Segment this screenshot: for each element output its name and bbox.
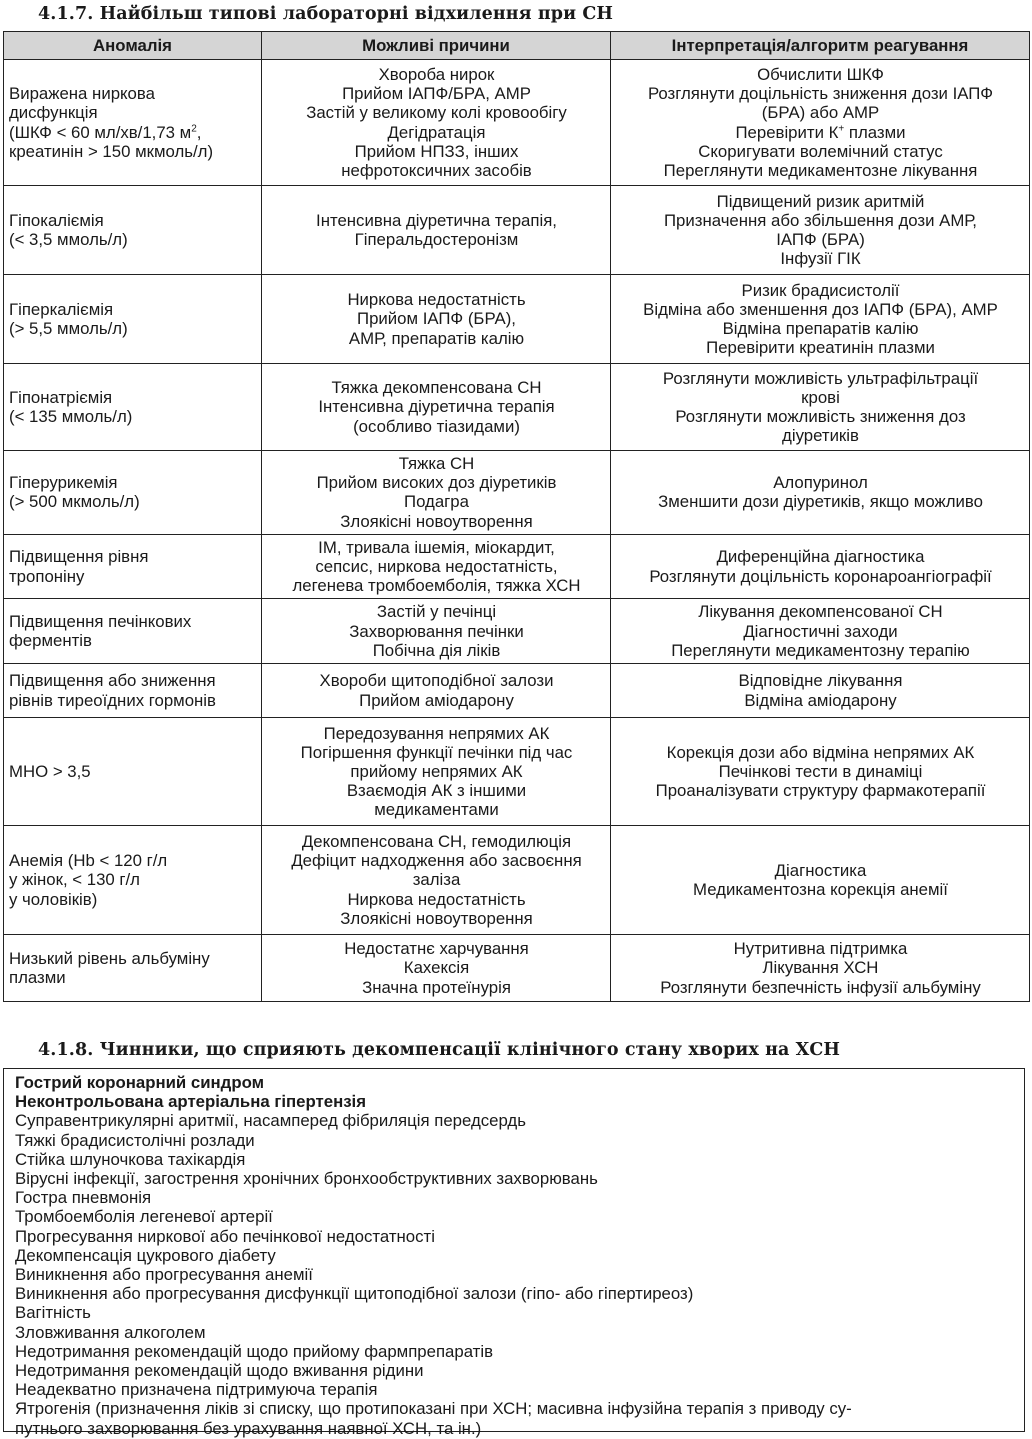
anomaly-cell [4, 826, 262, 935]
anomaly-line: (> 500 мкмоль/л) [9, 492, 140, 512]
cause-line: Застій у великому колі кровообігу [306, 103, 567, 123]
causes-cell [262, 599, 611, 664]
anomaly-line: Анемія (Hb < 120 г/л [9, 851, 168, 871]
cause-line: Прийом аміодарону [359, 690, 514, 710]
causes-cell [262, 60, 611, 186]
action-line: Розглянути доцільність зниження дози ІАПФ [647, 84, 994, 104]
cause-line: медикаментами [374, 800, 499, 820]
cause-line: Взаємодія АК з іншими [346, 781, 527, 801]
cause-line: Передозування непрямих АК [323, 723, 550, 743]
cause-line: Прийом ІАПФ (БРА), [357, 309, 516, 329]
cause-line: Ниркова недостатність [347, 889, 526, 909]
causes-cell [262, 826, 611, 935]
action-line: Розглянути доцільність коронароангіографії [649, 566, 992, 586]
action-line: Розглянути можливість зниження доз [675, 407, 966, 426]
cause-line: Захворювання печінки [349, 621, 524, 641]
actions-cell [611, 826, 1030, 935]
cause-line: Застій у печінці [376, 602, 497, 622]
table-row [4, 60, 1030, 186]
action-line: Діагностичні заходи [743, 621, 898, 641]
actions-cell [611, 275, 1030, 364]
cause-line: (особливо тіазидами) [353, 416, 520, 436]
anomaly-line: (< 135 ммоль/л) [9, 407, 133, 426]
factor-item: Недотримання рекомендацій щодо прийому фармпрепаратів [15, 1341, 494, 1361]
column-header-anomaly: Аномалія [4, 32, 262, 60]
action-line: Ризик брадисистолії [741, 280, 900, 300]
table-header-row [4, 32, 1030, 60]
cause-line: Тяжка декомпенсована СН [331, 378, 542, 398]
actions-cell [611, 186, 1030, 275]
action-line: Відміна аміодарону [744, 690, 897, 710]
anomaly-cell [4, 599, 262, 664]
action-line: Інфузії ГІК [780, 249, 861, 269]
anomaly-line: Підвищення рівня [9, 547, 149, 567]
actions-cell [611, 60, 1030, 186]
anomaly-line: тропоніну [9, 566, 85, 586]
factor-item: Декомпенсація цукрового діабету [15, 1245, 276, 1265]
cause-line: Злоякісні новоутворення [340, 908, 533, 928]
cause-line: Побічна дія ліків [372, 640, 501, 660]
table-row [4, 599, 1030, 664]
cause-line: Недостатнє харчування [344, 939, 529, 959]
action-line: Зменшити дози діуретиків, якщо можливо [658, 492, 983, 512]
causes-cell [262, 935, 611, 1002]
action-line: ІАПФ (БРА) [776, 230, 865, 249]
factor-item: Гостра пневмонія [15, 1188, 152, 1208]
factor-item: Прогресування ниркової або печінкової недостатності [15, 1226, 435, 1246]
factor-item: Стійка шлуночкова тахікардія [15, 1149, 246, 1169]
cause-line: Прийом ІАПФ/БРА, АМР [342, 84, 531, 104]
action-line: Розглянути можливість ультрафільтрації [662, 368, 979, 388]
action-line: Переглянути медикаментозне лікування [663, 160, 978, 180]
factor-item: Виникнення або прогресування дисфункції щитоподібної залози (гіпо- або гіпертиреоз) [15, 1284, 694, 1304]
factor-item: Тяжкі брадисистолічні розлади [15, 1130, 255, 1150]
anomaly-cell [4, 664, 262, 718]
anomaly-line: креатинін > 150 мкмоль/л) [9, 141, 214, 161]
cause-line: Інтенсивна діуретична терапія [318, 397, 555, 417]
factor-item: Тромбоемболія легеневої артерії [15, 1207, 273, 1227]
anomaly-line: Гіпокаліємія [9, 210, 104, 230]
action-line: Лікування декомпенсованої СН [698, 602, 943, 622]
anomaly-line: Гіпонатріємія [9, 387, 113, 407]
lab-abnormalities-table [3, 31, 1030, 1002]
actions-cell [611, 364, 1030, 451]
anomaly-cell [4, 451, 262, 535]
actions-cell [611, 451, 1030, 535]
table-row [4, 534, 1030, 599]
action-line: Медикаментозна корекція анемії [693, 880, 948, 900]
cause-line: Прийом високих доз діуретиків [316, 473, 557, 493]
anomaly-cell [4, 718, 262, 826]
anomaly-line: Підвищення печінкових [9, 612, 192, 632]
anomaly-cell [4, 60, 262, 186]
action-line: Скоригувати волемічний статус [698, 141, 943, 161]
causes-cell [262, 451, 611, 535]
action-line: діуретиків [782, 426, 859, 446]
anomaly-line: (> 5,5 ммоль/л) [9, 319, 128, 338]
cause-line: легенева тромбоемболія, тяжка ХСН [292, 576, 581, 596]
table-row [4, 935, 1030, 1002]
cause-line: Тяжка СН [398, 454, 475, 473]
table-row [4, 186, 1030, 275]
actions-cell [611, 599, 1030, 664]
factor-item: Гострий коронарний синдром [15, 1073, 265, 1092]
anomaly-cell [4, 534, 262, 599]
table-row [4, 826, 1030, 935]
actions-cell [611, 935, 1030, 1002]
factor-item: Ятрогенія (призначення ліків зі списку, що протипоказані при ХСН; масивна інфузійна терапія з приводу су- [15, 1399, 852, 1419]
actions-cell [611, 534, 1030, 599]
cause-line: Дегідратація [387, 122, 486, 142]
action-line: Перевірити креатинін плазми [706, 338, 935, 358]
table-row [4, 364, 1030, 451]
anomaly-cell [4, 364, 262, 451]
causes-cell [262, 275, 611, 364]
action-line: Алопуринол [773, 473, 868, 493]
anomaly-line: Підвищення або зниження [9, 671, 216, 691]
cause-line: Декомпенсована СН, гемодилюція [301, 832, 572, 852]
factor-item: Вагітність [15, 1303, 91, 1323]
factor-item: Неадекватно призначена підтримуюча терапія [15, 1380, 378, 1400]
cause-line: заліза [412, 870, 461, 890]
action-line: Обчислити ШКФ [757, 64, 884, 84]
cause-line: Гіперальдостеронізм [354, 230, 519, 249]
actions-cell [611, 664, 1030, 718]
anomaly-cell [4, 275, 262, 364]
action-line: (БРА) або АМР [761, 103, 880, 123]
causes-cell [262, 534, 611, 599]
anomaly-line: МНО > 3,5 [9, 761, 91, 781]
anomaly-line: Гіперкаліємія [9, 299, 114, 319]
table-row [4, 275, 1030, 364]
factor-item: Недотримання рекомендацій щодо вживання рідини [15, 1361, 424, 1381]
action-line: Диференційна діагностика [716, 547, 925, 567]
cause-line: Значна протеїнурія [362, 977, 511, 997]
cause-line: Кахексія [403, 958, 470, 978]
anomaly-line: ферментів [9, 631, 92, 651]
table-row [4, 451, 1030, 535]
column-header-causes: Можливі причини [262, 32, 611, 60]
action-line: Лікування ХСН [762, 958, 879, 978]
action-line: Корекція дози або відміна непрямих АК [666, 742, 975, 762]
factor-item: Неконтрольована артеріальна гіпертензія [15, 1092, 367, 1112]
cause-line: Інтенсивна діуретична терапія, [316, 210, 557, 230]
causes-cell [262, 186, 611, 275]
factor-item: Вірусні інфекції, загострення хронічних бронхообструктивних захворювань [15, 1169, 598, 1189]
cause-line: Дефіцит надходження або засвоєння [291, 851, 582, 871]
causes-cell [262, 664, 611, 718]
cause-line: сепсис, ниркова недостатність, [315, 557, 558, 577]
cause-line: Погіршення функції печінки під час [300, 742, 573, 762]
anomaly-cell [4, 935, 262, 1002]
anomaly-cell [4, 186, 262, 275]
action-line: Проаналізувати структуру фармакотерапії [655, 781, 986, 801]
cause-line: ІМ, тривала ішемія, міокардит, [318, 537, 555, 557]
anomaly-line: у жінок, < 130 г/л [9, 870, 140, 890]
action-line: Відміна препаратів калію [722, 319, 919, 338]
action-line: Печінкові тести в динаміці [718, 761, 923, 781]
section-title-decompensation-factors: 4.1.8. Чинники, що сприяють декомпенсації клінічного стану хворих на ХСН [38, 1040, 840, 1060]
anomaly-line: Низький рівень альбуміну [9, 948, 210, 968]
factor-item: Виникнення або прогресування анемії [15, 1265, 313, 1285]
cause-line: Злоякісні новоутворення [340, 511, 533, 531]
cause-line: Хвороба нирок [378, 64, 495, 84]
anomaly-line: Виражена ниркова [9, 84, 155, 104]
table-row [4, 718, 1030, 826]
action-line: Переглянути медикаментозну терапію [671, 640, 970, 660]
decompensation-factors-box [3, 1068, 1025, 1438]
cause-line: Подагра [404, 492, 469, 512]
action-line: Відміна або зменшення доз ІАПФ (БРА), АМР [643, 299, 998, 319]
factor-item: Суправентрикулярні аритмії, насамперед фібриляція передсердь [15, 1111, 526, 1131]
anomaly-line: рівнів тиреоїдних гормонів [9, 690, 216, 710]
anomaly-line: Гіперурикемія [9, 473, 118, 493]
cause-line: АМР, препаратів калію [348, 328, 525, 348]
anomaly-line: у чоловіків) [9, 889, 98, 909]
causes-cell [262, 718, 611, 826]
anomaly-line: плазми [9, 968, 66, 988]
causes-cell [262, 364, 611, 451]
anomaly-line: (< 3,5 ммоль/л) [9, 230, 128, 249]
action-line: Призначення або збільшення дози АМР, [664, 210, 977, 230]
section-title-lab-abnormalities: 4.1.7. Найбільш типові лабораторні відхилення при СН [38, 4, 614, 24]
action-line: Перевірити К+ плазми [735, 122, 906, 142]
action-line: крові [801, 387, 840, 407]
cause-line: Хвороби щитоподібної залози [319, 671, 554, 691]
anomaly-line: (ШКФ < 60 мл/хв/1,73 $м^2$, [9, 122, 202, 142]
factor-item: Зловживання алкоголем [15, 1322, 206, 1342]
action-line: Діагностика [774, 860, 867, 880]
action-line: Нутритивна підтримка [733, 939, 908, 959]
anomaly-line: дисфункція [9, 103, 98, 123]
cause-line: Ниркова недостатність [347, 290, 526, 310]
column-header-actions: Інтерпретація/алгоритм реагування [611, 32, 1030, 60]
factor-item: путнього захворювання без урахування наявної ХСН, та ін.) [15, 1418, 482, 1438]
table-row [4, 664, 1030, 718]
action-line: Відповідне лікування [738, 671, 903, 691]
actions-cell [611, 718, 1030, 826]
cause-line: прийому непрямих АК [350, 761, 523, 781]
action-line: Підвищений ризик аритмій [716, 191, 925, 211]
cause-line: Прийом НПЗЗ, інших [354, 141, 519, 161]
action-line: Розглянути безпечність інфузії альбуміну [660, 977, 981, 997]
cause-line: нефротоксичних засобів [341, 160, 532, 180]
